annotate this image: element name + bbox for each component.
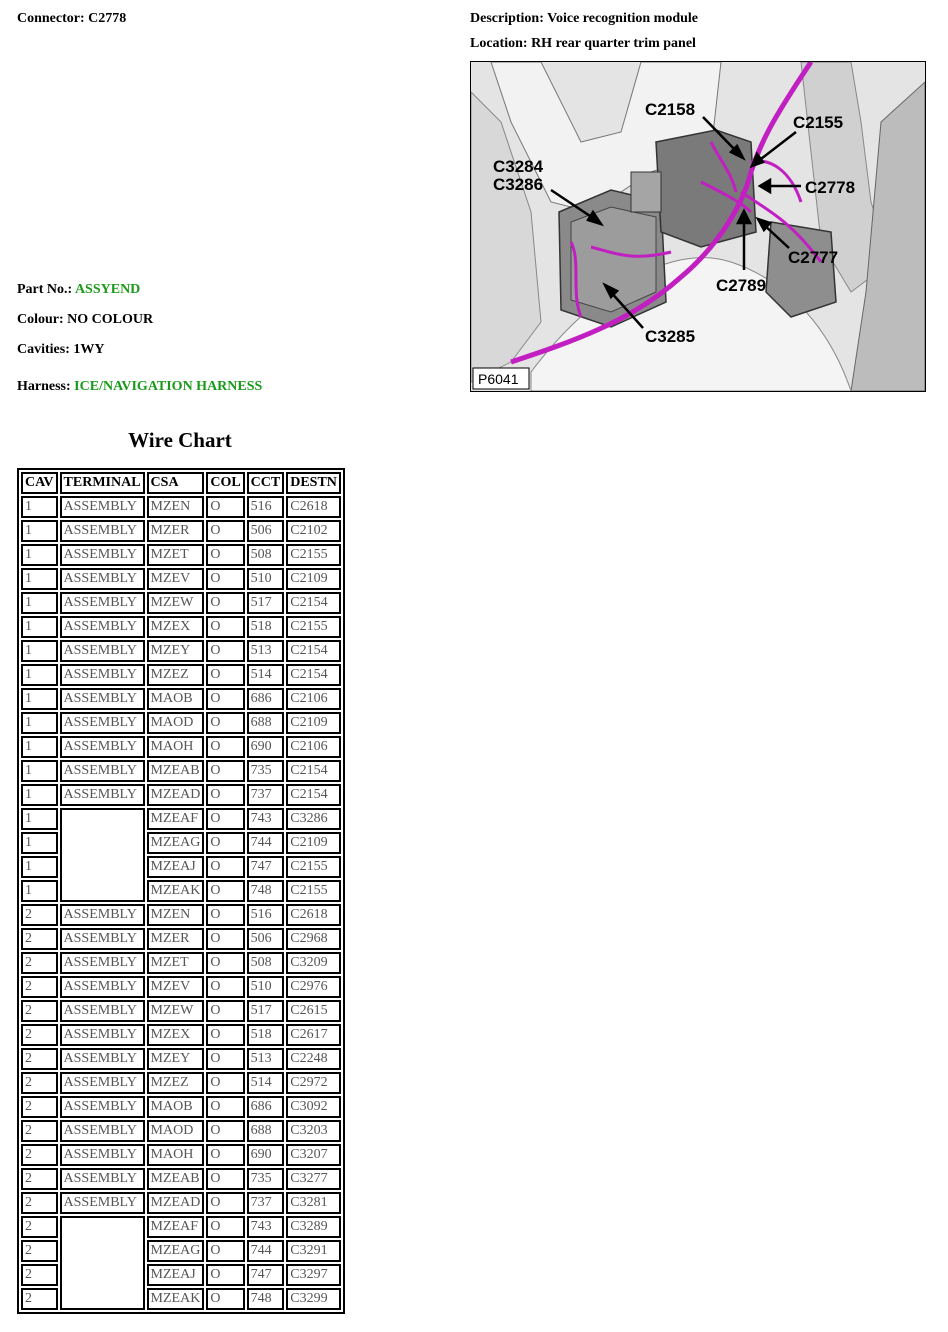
table-row bbox=[21, 808, 341, 830]
table-row bbox=[21, 640, 341, 662]
cell-cct: 514 bbox=[247, 664, 285, 686]
cell-destn: C2154 bbox=[286, 664, 341, 686]
cell-cct: 748 bbox=[247, 880, 285, 902]
cell-terminal: ASSEMBLY bbox=[60, 520, 145, 542]
cell-col: O bbox=[206, 1288, 244, 1310]
cell-csa: MAOD bbox=[147, 712, 205, 734]
cell-cct: 743 bbox=[247, 1216, 285, 1238]
cell-col: O bbox=[206, 1048, 244, 1070]
cell-destn: C3289 bbox=[286, 1216, 341, 1238]
cell-cav: 2 bbox=[21, 952, 58, 974]
cell-col: O bbox=[206, 1240, 244, 1262]
cell-col: O bbox=[206, 640, 244, 662]
cell-cav: 2 bbox=[21, 1024, 58, 1046]
cell-terminal: ASSEMBLY bbox=[60, 688, 145, 710]
cell-col: O bbox=[206, 592, 244, 614]
cell-destn: C3092 bbox=[286, 1096, 341, 1118]
callout-c3286: C3286 bbox=[493, 175, 544, 194]
cell-col: O bbox=[206, 1192, 244, 1214]
cell-cct: 514 bbox=[247, 1072, 285, 1094]
cell-col: O bbox=[206, 760, 244, 782]
cell-terminal: ASSEMBLY bbox=[60, 760, 145, 782]
cell-col: O bbox=[206, 496, 244, 518]
cell-terminal: ASSEMBLY bbox=[60, 928, 145, 950]
cell-terminal: ASSEMBLY bbox=[60, 904, 145, 926]
cell-cav: 1 bbox=[21, 760, 58, 782]
cell-csa: MZEAK bbox=[147, 1288, 205, 1310]
cell-cav: 1 bbox=[21, 808, 58, 830]
cell-cav: 2 bbox=[21, 1240, 58, 1262]
cell-cav: 2 bbox=[21, 1048, 58, 1070]
cell-terminal: ASSEMBLY bbox=[60, 640, 145, 662]
cell-terminal: ASSEMBLY bbox=[60, 784, 145, 806]
part-number-line bbox=[17, 282, 140, 298]
table-row bbox=[21, 760, 341, 782]
cell-destn: C3209 bbox=[286, 952, 341, 974]
cell-destn: C2617 bbox=[286, 1024, 341, 1046]
cell-cav: 2 bbox=[21, 1000, 58, 1022]
cell-terminal: ASSEMBLY bbox=[60, 592, 145, 614]
cell-destn: C2154 bbox=[286, 640, 341, 662]
cell-terminal: ASSEMBLY bbox=[60, 1072, 145, 1094]
location-diagram-svg bbox=[471, 62, 925, 391]
location-line bbox=[470, 36, 696, 52]
cell-destn: C2155 bbox=[286, 856, 341, 878]
cell-csa: MZEAB bbox=[147, 1168, 205, 1190]
cell-cct: 513 bbox=[247, 1048, 285, 1070]
cell-terminal: ASSEMBLY bbox=[60, 1096, 145, 1118]
bracket-block bbox=[631, 172, 661, 212]
figure-code: P6041 bbox=[478, 371, 519, 387]
cavities-label: Cavities: bbox=[17, 342, 70, 357]
cell-cav: 1 bbox=[21, 880, 58, 902]
cell-col: O bbox=[206, 1168, 244, 1190]
cell-destn: C2248 bbox=[286, 1048, 341, 1070]
cell-terminal: ASSEMBLY bbox=[60, 496, 145, 518]
table-row bbox=[21, 1216, 341, 1238]
part-label: Part No.: bbox=[17, 282, 73, 297]
cell-destn: C2615 bbox=[286, 1000, 341, 1022]
cell-csa: MAOD bbox=[147, 1120, 205, 1142]
cell-cav: 1 bbox=[21, 664, 58, 686]
cell-cav: 2 bbox=[21, 1192, 58, 1214]
cell-cav: 1 bbox=[21, 520, 58, 542]
cell-terminal: ASSEMBLY bbox=[60, 1192, 145, 1214]
location-label: Location: bbox=[470, 36, 528, 51]
wire-chart-body bbox=[21, 496, 341, 1310]
cell-cav: 2 bbox=[21, 904, 58, 926]
cell-destn: C2968 bbox=[286, 928, 341, 950]
cell-terminal: ASSEMBLY bbox=[60, 976, 145, 998]
cell-col: O bbox=[206, 1120, 244, 1142]
cell-csa: MZEAF bbox=[147, 808, 205, 830]
cell-cct: 506 bbox=[247, 520, 285, 542]
wire-chart-header-row bbox=[21, 472, 341, 494]
cavities-line bbox=[17, 342, 105, 358]
cell-destn: C3297 bbox=[286, 1264, 341, 1286]
cell-csa: MZEAB bbox=[147, 760, 205, 782]
cell-terminal: ASSEMBLY bbox=[60, 616, 145, 638]
table-row bbox=[21, 1168, 341, 1190]
callout-c2778: C2778 bbox=[805, 178, 856, 197]
wire-chart-title: Wire Chart bbox=[128, 428, 232, 452]
cell-col: O bbox=[206, 568, 244, 590]
cell-csa: MZEAJ bbox=[147, 1264, 205, 1286]
cell-col: O bbox=[206, 928, 244, 950]
description-line bbox=[470, 11, 698, 27]
cell-destn: C2618 bbox=[286, 904, 341, 926]
cell-csa: MZEN bbox=[147, 904, 205, 926]
wire-chart-table bbox=[17, 468, 345, 1314]
cell-csa: MAOB bbox=[147, 1096, 205, 1118]
cell-destn: C2972 bbox=[286, 1072, 341, 1094]
table-row bbox=[21, 976, 341, 998]
cell-terminal: ASSEMBLY bbox=[60, 1120, 145, 1142]
cell-destn: C2154 bbox=[286, 784, 341, 806]
cell-cav: 2 bbox=[21, 1072, 58, 1094]
cell-terminal: ASSEMBLY bbox=[60, 544, 145, 566]
cell-destn: C2109 bbox=[286, 832, 341, 854]
cell-col: O bbox=[206, 688, 244, 710]
cell-cct: 744 bbox=[247, 1240, 285, 1262]
header-terminal: TERMINAL bbox=[60, 472, 145, 494]
location-value: RH rear quarter trim panel bbox=[531, 36, 696, 51]
callout-c2777: C2777 bbox=[788, 248, 839, 267]
cell-col: O bbox=[206, 520, 244, 542]
cell-cct: 747 bbox=[247, 856, 285, 878]
cavities-value: 1WY bbox=[73, 342, 105, 357]
table-row bbox=[21, 664, 341, 686]
table-row bbox=[21, 904, 341, 926]
cell-cct: 743 bbox=[247, 808, 285, 830]
table-row bbox=[21, 1120, 341, 1142]
connector-label: Connector: bbox=[17, 11, 85, 26]
cell-terminal: ASSEMBLY bbox=[60, 664, 145, 686]
cell-csa: MZEAD bbox=[147, 784, 205, 806]
cell-csa: MZEAF bbox=[147, 1216, 205, 1238]
cell-cav: 2 bbox=[21, 1264, 58, 1286]
cell-terminal: ASSEMBLY bbox=[60, 1048, 145, 1070]
cell-cct: 688 bbox=[247, 1120, 285, 1142]
table-row bbox=[21, 544, 341, 566]
cell-cav: 1 bbox=[21, 856, 58, 878]
cell-col: O bbox=[206, 616, 244, 638]
callout-c3285: C3285 bbox=[645, 327, 696, 346]
harness-label: Harness: bbox=[17, 379, 71, 394]
connector-line bbox=[17, 11, 126, 27]
header-col: COL bbox=[206, 472, 244, 494]
table-row bbox=[21, 712, 341, 734]
cell-cav: 2 bbox=[21, 1168, 58, 1190]
cell-csa: MZEN bbox=[147, 496, 205, 518]
description-value: Voice recognition module bbox=[547, 11, 699, 26]
cell-col: O bbox=[206, 952, 244, 974]
table-row bbox=[21, 592, 341, 614]
cell-destn: C2155 bbox=[286, 616, 341, 638]
cell-col: O bbox=[206, 784, 244, 806]
cell-col: O bbox=[206, 544, 244, 566]
cell-cct: 510 bbox=[247, 568, 285, 590]
cell-csa: MZEAK bbox=[147, 880, 205, 902]
cell-col: O bbox=[206, 1096, 244, 1118]
cell-destn: C2154 bbox=[286, 760, 341, 782]
table-row bbox=[21, 1024, 341, 1046]
cell-destn: C2109 bbox=[286, 712, 341, 734]
colour-value: NO COLOUR bbox=[67, 312, 154, 327]
cell-csa: MZEZ bbox=[147, 664, 205, 686]
module-center bbox=[656, 130, 756, 247]
cell-col: O bbox=[206, 904, 244, 926]
cell-cct: 686 bbox=[247, 688, 285, 710]
cell-cct: 748 bbox=[247, 1288, 285, 1310]
table-row bbox=[21, 616, 341, 638]
cell-col: O bbox=[206, 1144, 244, 1166]
cell-cav: 1 bbox=[21, 544, 58, 566]
cell-terminal: ASSEMBLY bbox=[60, 736, 145, 758]
cell-col: O bbox=[206, 1216, 244, 1238]
cell-cav: 1 bbox=[21, 592, 58, 614]
cell-csa: MZEAJ bbox=[147, 856, 205, 878]
cell-cct: 690 bbox=[247, 1144, 285, 1166]
cell-csa: MZEAG bbox=[147, 1240, 205, 1262]
cell-cct: 735 bbox=[247, 760, 285, 782]
cell-destn: C3277 bbox=[286, 1168, 341, 1190]
cell-csa: MZEAD bbox=[147, 1192, 205, 1214]
cell-cct: 513 bbox=[247, 640, 285, 662]
table-row bbox=[21, 1048, 341, 1070]
cell-cct: 510 bbox=[247, 976, 285, 998]
cell-terminal: ASSEMBLY bbox=[60, 952, 145, 974]
cell-destn: C2102 bbox=[286, 520, 341, 542]
cell-destn: C2976 bbox=[286, 976, 341, 998]
cell-cct: 517 bbox=[247, 1000, 285, 1022]
cell-cct: 517 bbox=[247, 592, 285, 614]
cell-csa: MZER bbox=[147, 520, 205, 542]
cell-cct: 518 bbox=[247, 1024, 285, 1046]
cell-destn: C3203 bbox=[286, 1120, 341, 1142]
cell-cct: 690 bbox=[247, 736, 285, 758]
table-row bbox=[21, 784, 341, 806]
cell-csa: MAOB bbox=[147, 688, 205, 710]
cell-cct: 744 bbox=[247, 832, 285, 854]
cell-destn: C2155 bbox=[286, 544, 341, 566]
cell-cav: 1 bbox=[21, 712, 58, 734]
header-cct: CCT bbox=[247, 472, 285, 494]
cell-cav: 2 bbox=[21, 928, 58, 950]
callout-c2155: C2155 bbox=[793, 113, 844, 132]
cell-cct: 735 bbox=[247, 1168, 285, 1190]
connector-value: C2778 bbox=[88, 11, 127, 26]
cell-csa: MZET bbox=[147, 952, 205, 974]
cell-terminal: ASSEMBLY bbox=[60, 1000, 145, 1022]
cell-cct: 686 bbox=[247, 1096, 285, 1118]
cell-col: O bbox=[206, 664, 244, 686]
cell-cav: 1 bbox=[21, 784, 58, 806]
cell-csa: MZER bbox=[147, 928, 205, 950]
cell-col: O bbox=[206, 736, 244, 758]
cell-destn: C3281 bbox=[286, 1192, 341, 1214]
table-row bbox=[21, 1000, 341, 1022]
cell-destn: C2155 bbox=[286, 880, 341, 902]
cell-cct: 508 bbox=[247, 952, 285, 974]
cell-destn: C3299 bbox=[286, 1288, 341, 1310]
cell-cav: 2 bbox=[21, 1120, 58, 1142]
cell-terminal-blank bbox=[60, 808, 145, 902]
cell-cav: 2 bbox=[21, 1144, 58, 1166]
cell-col: O bbox=[206, 832, 244, 854]
cell-cct: 516 bbox=[247, 904, 285, 926]
cell-cav: 1 bbox=[21, 832, 58, 854]
cell-destn: C2109 bbox=[286, 568, 341, 590]
cell-col: O bbox=[206, 976, 244, 998]
colour-line bbox=[17, 312, 153, 328]
cell-cav: 1 bbox=[21, 688, 58, 710]
cell-cav: 1 bbox=[21, 640, 58, 662]
cell-cct: 508 bbox=[247, 544, 285, 566]
cell-cct: 506 bbox=[247, 928, 285, 950]
cell-terminal: ASSEMBLY bbox=[60, 1168, 145, 1190]
harness-line bbox=[17, 379, 262, 395]
cell-terminal-blank bbox=[60, 1216, 145, 1310]
table-row bbox=[21, 520, 341, 542]
cell-cav: 2 bbox=[21, 1096, 58, 1118]
table-row bbox=[21, 952, 341, 974]
cell-col: O bbox=[206, 1024, 244, 1046]
cell-destn: C2154 bbox=[286, 592, 341, 614]
table-row bbox=[21, 1192, 341, 1214]
cell-col: O bbox=[206, 1000, 244, 1022]
cell-csa: MZEX bbox=[147, 616, 205, 638]
cell-csa: MZEV bbox=[147, 568, 205, 590]
cell-cav: 1 bbox=[21, 736, 58, 758]
cell-terminal: ASSEMBLY bbox=[60, 568, 145, 590]
cell-cav: 2 bbox=[21, 1216, 58, 1238]
cell-cct: 747 bbox=[247, 1264, 285, 1286]
cell-cav: 2 bbox=[21, 976, 58, 998]
cell-cav: 1 bbox=[21, 496, 58, 518]
cell-destn: C2106 bbox=[286, 736, 341, 758]
callout-c2789: C2789 bbox=[716, 276, 767, 295]
header-destn: DESTN bbox=[286, 472, 341, 494]
cell-terminal: ASSEMBLY bbox=[60, 1024, 145, 1046]
cell-col: O bbox=[206, 880, 244, 902]
cell-csa: MZEZ bbox=[147, 1072, 205, 1094]
cell-cct: 516 bbox=[247, 496, 285, 518]
header-csa: CSA bbox=[147, 472, 205, 494]
cell-cct: 737 bbox=[247, 1192, 285, 1214]
cell-cav: 1 bbox=[21, 568, 58, 590]
table-row bbox=[21, 1096, 341, 1118]
table-row bbox=[21, 496, 341, 518]
cell-csa: MAOH bbox=[147, 1144, 205, 1166]
cell-cct: 688 bbox=[247, 712, 285, 734]
cell-destn: C2106 bbox=[286, 688, 341, 710]
table-row bbox=[21, 688, 341, 710]
header-cav: CAV bbox=[21, 472, 58, 494]
cell-terminal: ASSEMBLY bbox=[60, 712, 145, 734]
cell-col: O bbox=[206, 1072, 244, 1094]
cell-csa: MZEY bbox=[147, 640, 205, 662]
cell-csa: MZEAG bbox=[147, 832, 205, 854]
table-row bbox=[21, 568, 341, 590]
cell-col: O bbox=[206, 1264, 244, 1286]
cell-csa: MZET bbox=[147, 544, 205, 566]
cell-cav: 2 bbox=[21, 1288, 58, 1310]
cell-cct: 737 bbox=[247, 784, 285, 806]
cell-destn: C3291 bbox=[286, 1240, 341, 1262]
cell-col: O bbox=[206, 808, 244, 830]
cell-csa: MZEW bbox=[147, 592, 205, 614]
cell-col: O bbox=[206, 856, 244, 878]
description-label: Description: bbox=[470, 11, 544, 26]
callout-c3284: C3284 bbox=[493, 157, 544, 176]
cell-destn: C3286 bbox=[286, 808, 341, 830]
callout-c2158: C2158 bbox=[645, 100, 696, 119]
cell-csa: MZEW bbox=[147, 1000, 205, 1022]
table-row bbox=[21, 736, 341, 758]
table-row bbox=[21, 928, 341, 950]
table-row bbox=[21, 1144, 341, 1166]
harness-value[interactable]: ICE/NAVIGATION HARNESS bbox=[74, 379, 263, 394]
colour-label: Colour: bbox=[17, 312, 64, 327]
cell-cav: 1 bbox=[21, 616, 58, 638]
cell-destn: C2618 bbox=[286, 496, 341, 518]
cell-destn: C3207 bbox=[286, 1144, 341, 1166]
table-row bbox=[21, 1072, 341, 1094]
cell-terminal: ASSEMBLY bbox=[60, 1144, 145, 1166]
cell-csa: MAOH bbox=[147, 736, 205, 758]
cell-csa: MZEX bbox=[147, 1024, 205, 1046]
cell-cct: 518 bbox=[247, 616, 285, 638]
cell-col: O bbox=[206, 712, 244, 734]
part-value[interactable]: ASSYEND bbox=[74, 282, 141, 297]
location-diagram bbox=[470, 61, 926, 392]
cell-csa: MZEY bbox=[147, 1048, 205, 1070]
cell-csa: MZEV bbox=[147, 976, 205, 998]
